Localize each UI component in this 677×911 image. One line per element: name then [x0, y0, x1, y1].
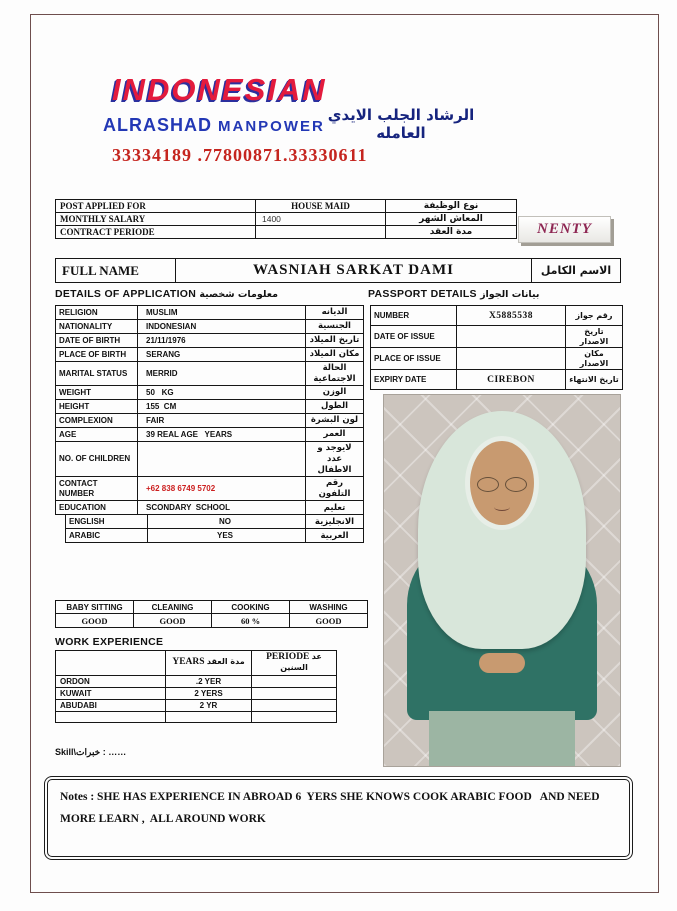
- skill-value: GOOD: [290, 614, 368, 628]
- table-row: [371, 306, 623, 326]
- field-arabic-label: لايوجد و عدد الاطفال: [306, 442, 364, 477]
- post-applied-table: [55, 199, 517, 239]
- table-row: [56, 306, 364, 320]
- brand-subtitle-alrashad: ALRASHAD: [103, 115, 212, 135]
- field-arabic-label: الوزن: [306, 386, 364, 400]
- details-table: [55, 305, 364, 515]
- field-arabic-label: لون البشرة: [306, 414, 364, 428]
- passport-title-en: PASSPORT DETAILS: [368, 288, 477, 300]
- field-label: PLACE OF BIRTH: [56, 348, 138, 362]
- notes-box: [44, 776, 633, 860]
- passport-section-title: [368, 288, 539, 300]
- field-value: [138, 442, 306, 477]
- field-value: INDONESIAN: [138, 320, 306, 334]
- details-section-title: [55, 288, 278, 300]
- table-row: [56, 699, 337, 711]
- field-arabic-label: الانجليزية: [306, 515, 364, 529]
- table-row: [56, 362, 364, 386]
- skill-header: COOKING: [212, 601, 290, 614]
- periode-column-header: PERIODE عد السنين: [252, 651, 337, 676]
- languages-table: [65, 514, 364, 543]
- table-row: [56, 320, 364, 334]
- work-experience-table: [55, 650, 337, 723]
- field-label: MONTHLY SALARY: [56, 213, 256, 226]
- field-label: CONTRACT PERIODE: [56, 226, 256, 239]
- country-cell: ORDON: [56, 675, 166, 687]
- field-label: HEIGHT: [56, 400, 138, 414]
- field-value: [256, 226, 386, 239]
- table-row: [56, 501, 364, 515]
- table-row: [56, 414, 364, 428]
- passport-number-value: X5885538: [457, 306, 566, 326]
- field-arabic-label: المعاش الشهر: [386, 213, 517, 226]
- table-row: [56, 477, 364, 501]
- field-label: PLACE OF ISSUE: [371, 348, 457, 370]
- field-value: SERANG: [138, 348, 306, 362]
- field-arabic-label: الحالة الاجتماعية: [306, 362, 364, 386]
- table-row: [56, 400, 364, 414]
- table-row: [66, 529, 364, 543]
- field-label: POST APPLIED FOR: [56, 200, 256, 213]
- full-name-label: FULL NAME: [56, 259, 176, 283]
- periode-cell: [252, 687, 337, 699]
- field-label: ARABIC: [66, 529, 148, 543]
- skills-table: [55, 600, 368, 628]
- field-value: 50 KG: [138, 386, 306, 400]
- table-row: [56, 442, 364, 477]
- skill-header: CLEANING: [134, 601, 212, 614]
- details-of-application: [55, 305, 367, 543]
- field-arabic-label: تاريخ الميلاد: [306, 334, 364, 348]
- table-row: [56, 226, 517, 239]
- skill-value: GOOD: [56, 614, 134, 628]
- field-value: NO: [148, 515, 306, 529]
- skill-notes-line: Skill\خبرات : ……: [55, 747, 127, 757]
- field-value: FAIR: [138, 414, 306, 428]
- country-cell: KUWAIT: [56, 687, 166, 699]
- field-value: MERRID: [138, 362, 306, 386]
- field-label: DATE OF ISSUE: [371, 326, 457, 348]
- table-row: [66, 515, 364, 529]
- brand-subtitle-manpower: MANPOWER: [218, 118, 325, 135]
- field-arabic-label: الجنسية: [306, 320, 364, 334]
- field-label: NUMBER: [371, 306, 457, 326]
- field-arabic-label: الطول: [306, 400, 364, 414]
- passport-title-ar: بيانات الجواز: [480, 289, 540, 300]
- table-row: [56, 601, 368, 614]
- phone-numbers: 33334189 .77800871.33330611: [112, 145, 368, 165]
- field-value: 21/11/1976: [138, 334, 306, 348]
- table-row: [56, 200, 517, 213]
- field-value: 155 CM: [138, 400, 306, 414]
- years-cell: [166, 711, 252, 722]
- brand-arabic-title: الرشاد الجلب الايدي العامله: [327, 106, 475, 142]
- brand-title: INDONESIAN: [112, 72, 327, 107]
- full-name-bar: [55, 258, 621, 283]
- full-name-value: WASNIAH SARKAT DAMI: [176, 259, 532, 283]
- field-arabic-label: العربية: [306, 529, 364, 543]
- field-label: AGE: [56, 428, 138, 442]
- field-value: HOUSE MAID: [256, 200, 386, 213]
- periode-cell: [252, 711, 337, 722]
- table-row: [371, 348, 623, 370]
- photo-mouth-shape: [494, 503, 510, 511]
- field-label: NO. OF CHILDREN: [56, 442, 138, 477]
- table-row: [56, 386, 364, 400]
- years-cell: 2 YERS: [166, 687, 252, 699]
- field-value: SCONDARY SCHOOL: [138, 501, 306, 515]
- skill-value: 60 %: [212, 614, 290, 628]
- country-cell: ABUDABI: [56, 699, 166, 711]
- periode-cell: [252, 699, 337, 711]
- photo-hands-shape: [479, 653, 525, 673]
- country-cell: [56, 711, 166, 722]
- field-label: RELIGION: [56, 306, 138, 320]
- work-experience-title: WORK EXPERIENCE: [55, 636, 164, 648]
- field-arabic-label: مكان الاصدار: [566, 348, 623, 370]
- field-label: DATE OF BIRTH: [56, 334, 138, 348]
- table-row: [371, 370, 623, 390]
- skill-header: WASHING: [290, 601, 368, 614]
- field-value: 39 REAL AGE YEARS: [138, 428, 306, 442]
- field-value: CIREBON: [457, 370, 566, 390]
- table-row: [56, 687, 337, 699]
- table-row: [371, 326, 623, 348]
- field-arabic-label: نوع الوظيفة: [386, 200, 517, 213]
- table-row: [56, 614, 368, 628]
- field-value: MUSLIM: [138, 306, 306, 320]
- applicant-photo: [383, 394, 621, 767]
- field-label: ENGLISH: [66, 515, 148, 529]
- field-label: EDUCATION: [56, 501, 138, 515]
- contact-number-value: +62 838 6749 5702: [138, 477, 306, 501]
- skill-header: BABY SITTING: [56, 601, 134, 614]
- glasses-icon: [473, 477, 531, 491]
- table-row: [56, 711, 337, 722]
- details-title-ar: معلومات شخصية: [199, 289, 278, 300]
- brand-subtitle: [103, 115, 325, 136]
- skill-value: GOOD: [134, 614, 212, 628]
- field-arabic-label: رقم جواز: [566, 306, 623, 326]
- field-arabic-label: الديانه: [306, 306, 364, 320]
- years-column-header: YEARS مدة العقد: [166, 651, 252, 676]
- years-cell: .2 YER: [166, 675, 252, 687]
- table-row: [56, 428, 364, 442]
- photo-pants-shape: [429, 711, 575, 766]
- table-row: [56, 348, 364, 362]
- field-label: CONTACT NUMBER: [56, 477, 138, 501]
- full-name-arabic: الاسم الكامل: [532, 259, 621, 283]
- empty-header-cell: [56, 651, 166, 676]
- field-label: COMPLEXION: [56, 414, 138, 428]
- field-arabic-label: مكان الميلاد: [306, 348, 364, 362]
- field-value: YES: [148, 529, 306, 543]
- field-value: [457, 326, 566, 348]
- table-row: [56, 259, 621, 283]
- table-header-row: [56, 651, 337, 676]
- field-arabic-label: تاريخ الانتهاء: [566, 370, 623, 390]
- periode-cell: [252, 675, 337, 687]
- field-label: WEIGHT: [56, 386, 138, 400]
- notes-text: Notes : SHE HAS EXPERIENCE IN ABROAD 6 YERS SHE KNOWS COOK ARABIC FOOD AND NEED MORE LEARN , ALL AROUND WORK: [47, 779, 630, 857]
- field-value: [457, 348, 566, 370]
- table-row: [56, 334, 364, 348]
- details-title-en: DETAILS OF APPLICATION: [55, 288, 197, 300]
- field-arabic-label: العمر: [306, 428, 364, 442]
- table-row: [56, 213, 517, 226]
- table-row: [56, 675, 337, 687]
- field-arabic-label: رقم التلفون: [306, 477, 364, 501]
- field-value: 1400: [256, 213, 386, 226]
- field-label: MARITAL STATUS: [56, 362, 138, 386]
- field-arabic-label: مدة العقد: [386, 226, 517, 239]
- field-arabic-label: تعليم: [306, 501, 364, 515]
- field-arabic-label: تاريخ الاصدار: [566, 326, 623, 348]
- field-label: EXPIRY DATE: [371, 370, 457, 390]
- years-cell: 2 YR: [166, 699, 252, 711]
- passport-details-table: [370, 305, 623, 390]
- agency-stamp-badge: NENTY: [518, 216, 611, 243]
- field-label: NATIONALITY: [56, 320, 138, 334]
